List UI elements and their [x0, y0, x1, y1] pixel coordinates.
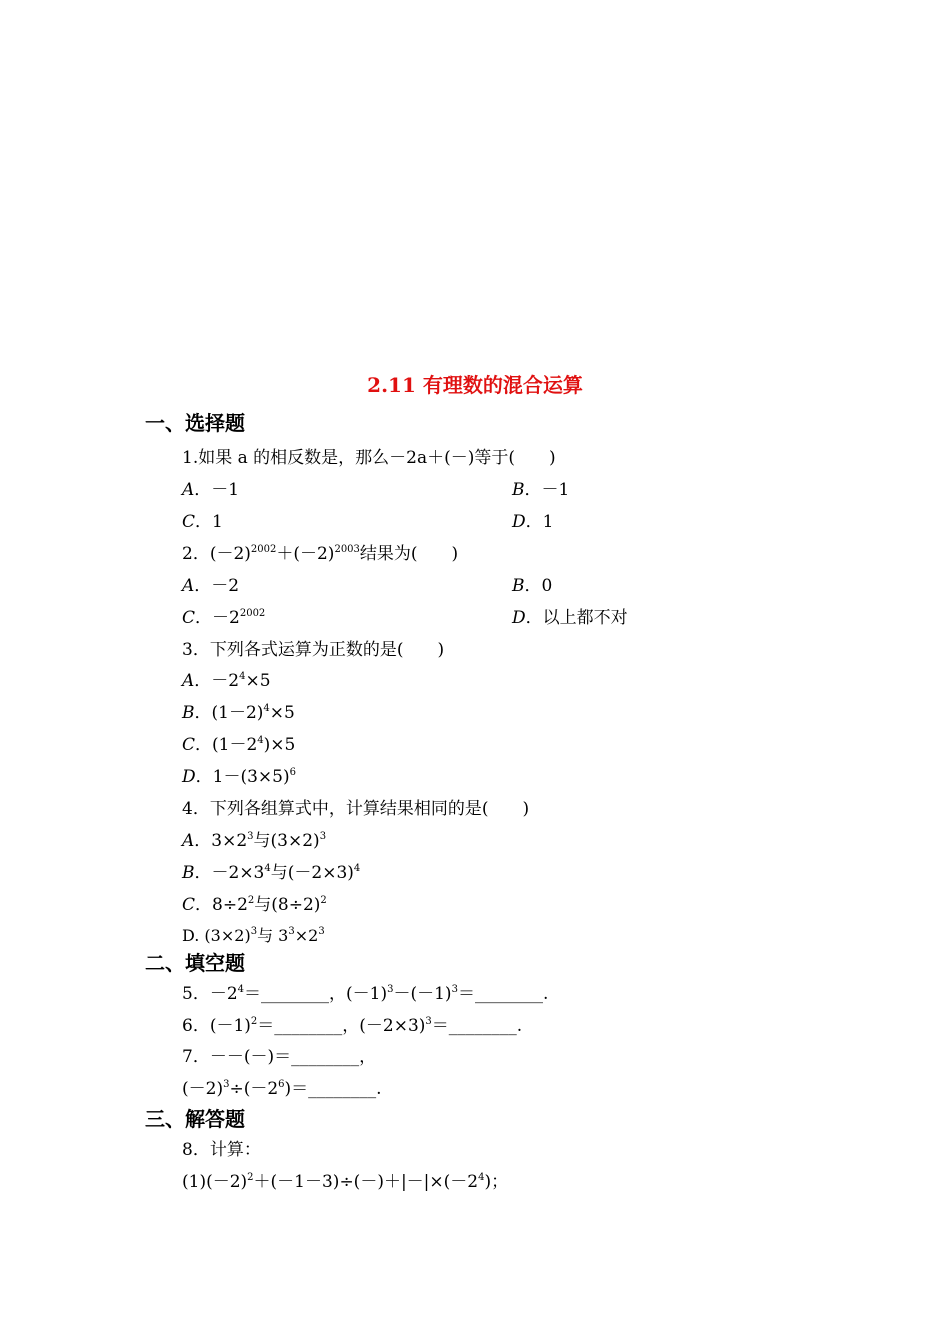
- option-label: A: [182, 480, 195, 500]
- text-part: ．－2: [194, 671, 240, 691]
- exponent: 2: [247, 1172, 254, 1183]
- text-part: ＋(－2): [276, 544, 335, 564]
- question-7-line-2: [182, 1078, 382, 1100]
- section-heading-fill-blank: 二、填空题: [145, 951, 245, 975]
- question-1-option-d: [512, 511, 553, 533]
- text-part: ÷(－2: [229, 1079, 279, 1099]
- option-label: D: [182, 767, 196, 787]
- question-4-option-d: [182, 925, 325, 947]
- exponent: 4: [263, 703, 270, 714]
- exponent: 2: [247, 895, 255, 906]
- text-part: 5．－2: [182, 984, 238, 1004]
- question-4-option-c: [182, 894, 327, 916]
- exponent: 3: [247, 831, 254, 842]
- text-part: ．3×2: [194, 831, 248, 851]
- exponent: 6: [278, 1079, 285, 1090]
- question-1-option-b: [512, 479, 569, 501]
- text-part: ＝________，(－2×3): [257, 1016, 426, 1036]
- option-text: ．－2: [195, 608, 240, 628]
- question-3-option-b: [182, 702, 295, 724]
- text-part: 与(8÷2): [254, 895, 321, 915]
- exponent: 3: [451, 984, 458, 995]
- option-text: ．1: [195, 512, 223, 532]
- option-text: ．1: [525, 512, 554, 532]
- question-1-option-a: [182, 479, 239, 501]
- option-label: B: [182, 863, 195, 883]
- exponent: 3: [425, 1016, 432, 1027]
- text-part: 结果为( ): [359, 544, 459, 564]
- text-part: ．－2×3: [194, 863, 265, 883]
- option-label: C: [182, 608, 196, 628]
- exponent: 3: [318, 926, 325, 937]
- text-part: )×5: [263, 735, 296, 755]
- option-label: C: [182, 512, 196, 532]
- text-part: ．(1－2: [195, 735, 258, 755]
- page-title: 2.11 有理数的混合运算: [367, 373, 583, 397]
- question-4-option-a: [182, 830, 326, 852]
- text-part: ×5: [269, 703, 295, 723]
- text-part: ＝________.: [431, 1016, 523, 1036]
- exponent: 2002: [250, 544, 277, 555]
- text-part: ．8÷2: [195, 895, 248, 915]
- option-text: ．－1: [524, 480, 570, 500]
- exponent: 3: [250, 926, 258, 937]
- option-label: A: [182, 576, 195, 596]
- text-part: )＝________.: [284, 1079, 382, 1099]
- question-2-option-c: [182, 607, 265, 629]
- text-part: D. (3×2): [182, 926, 251, 945]
- text-part: )；: [484, 1172, 509, 1192]
- exponent: 3: [319, 831, 327, 842]
- question-2-option-d: [512, 607, 628, 629]
- question-7-line-1: 7．－－(－)＝________，: [182, 1047, 377, 1067]
- section-heading-choice: 一、选择题: [145, 411, 245, 435]
- exponent: 4: [478, 1172, 485, 1183]
- question-2-stem: [182, 543, 458, 565]
- option-text: ．0: [524, 576, 553, 596]
- question-2-option-a: [182, 575, 239, 597]
- question-1-option-c: [182, 511, 223, 533]
- exponent: 3: [387, 984, 394, 995]
- question-5: [182, 983, 548, 1005]
- question-8-stem: 8．计算：: [182, 1140, 261, 1160]
- exponent: 4: [257, 735, 264, 746]
- question-3-option-a: [182, 670, 271, 692]
- question-8-part-1: [182, 1171, 508, 1193]
- text-part: 与(－2×3): [270, 863, 354, 883]
- text-part: 与 3: [257, 926, 289, 945]
- exponent: 3: [288, 926, 295, 937]
- text-part: －(－1): [393, 984, 452, 1004]
- option-label: B: [182, 703, 195, 723]
- question-4-option-b: [182, 862, 360, 884]
- text-part: 与(3×2): [253, 831, 320, 851]
- text-part: ＝________.: [457, 984, 549, 1004]
- text-part: ＝________，(－1): [244, 984, 388, 1004]
- question-3-option-c: [182, 734, 295, 756]
- option-text: ．以上都不对: [525, 608, 628, 628]
- option-label: B: [512, 480, 525, 500]
- option-label: A: [182, 831, 195, 851]
- exponent: 4: [264, 863, 271, 874]
- section-heading-solve: 三、解答题: [145, 1107, 245, 1131]
- text-part: ．(1－2): [194, 703, 264, 723]
- text-part: 6．(－1): [182, 1016, 251, 1036]
- exponent: 2002: [239, 608, 266, 619]
- option-label: C: [182, 895, 196, 915]
- option-text: ．－1: [194, 480, 240, 500]
- text-part: ×5: [245, 671, 271, 691]
- text-part: 2．(－2): [182, 544, 251, 564]
- question-4-stem: 4．下列各组算式中，计算结果相同的是( ): [182, 799, 530, 819]
- exponent: 2: [250, 1016, 258, 1027]
- question-1-stem: 1.如果 a 的相反数是，那么－2a＋(－)等于( ): [182, 448, 556, 468]
- text-part: ．1－(3×5): [195, 767, 290, 787]
- question-3-stem: 3．下列各式运算为正数的是( ): [182, 640, 445, 660]
- question-6: [182, 1015, 522, 1037]
- exponent: 3: [223, 1079, 230, 1090]
- text-part: (－2): [182, 1079, 224, 1099]
- option-label: D: [512, 512, 526, 532]
- option-label: C: [182, 735, 196, 755]
- question-2-option-b: [512, 575, 552, 597]
- exponent: 4: [237, 984, 245, 995]
- exponent: 2003: [334, 544, 360, 555]
- exponent: 4: [239, 671, 246, 682]
- option-label: B: [512, 576, 525, 596]
- text-part: ＋(－1－3)÷(－)＋|－|×(－2: [253, 1172, 479, 1192]
- exponent: 2: [320, 895, 327, 906]
- text-part: ×2: [294, 926, 319, 945]
- option-text: ．－2: [194, 576, 240, 596]
- text-part: (1)(－2): [182, 1172, 248, 1192]
- exponent: 4: [353, 863, 361, 874]
- exponent: 6: [289, 767, 296, 778]
- option-label: A: [182, 671, 195, 691]
- option-label: D: [512, 608, 526, 628]
- question-3-option-d: [182, 766, 296, 788]
